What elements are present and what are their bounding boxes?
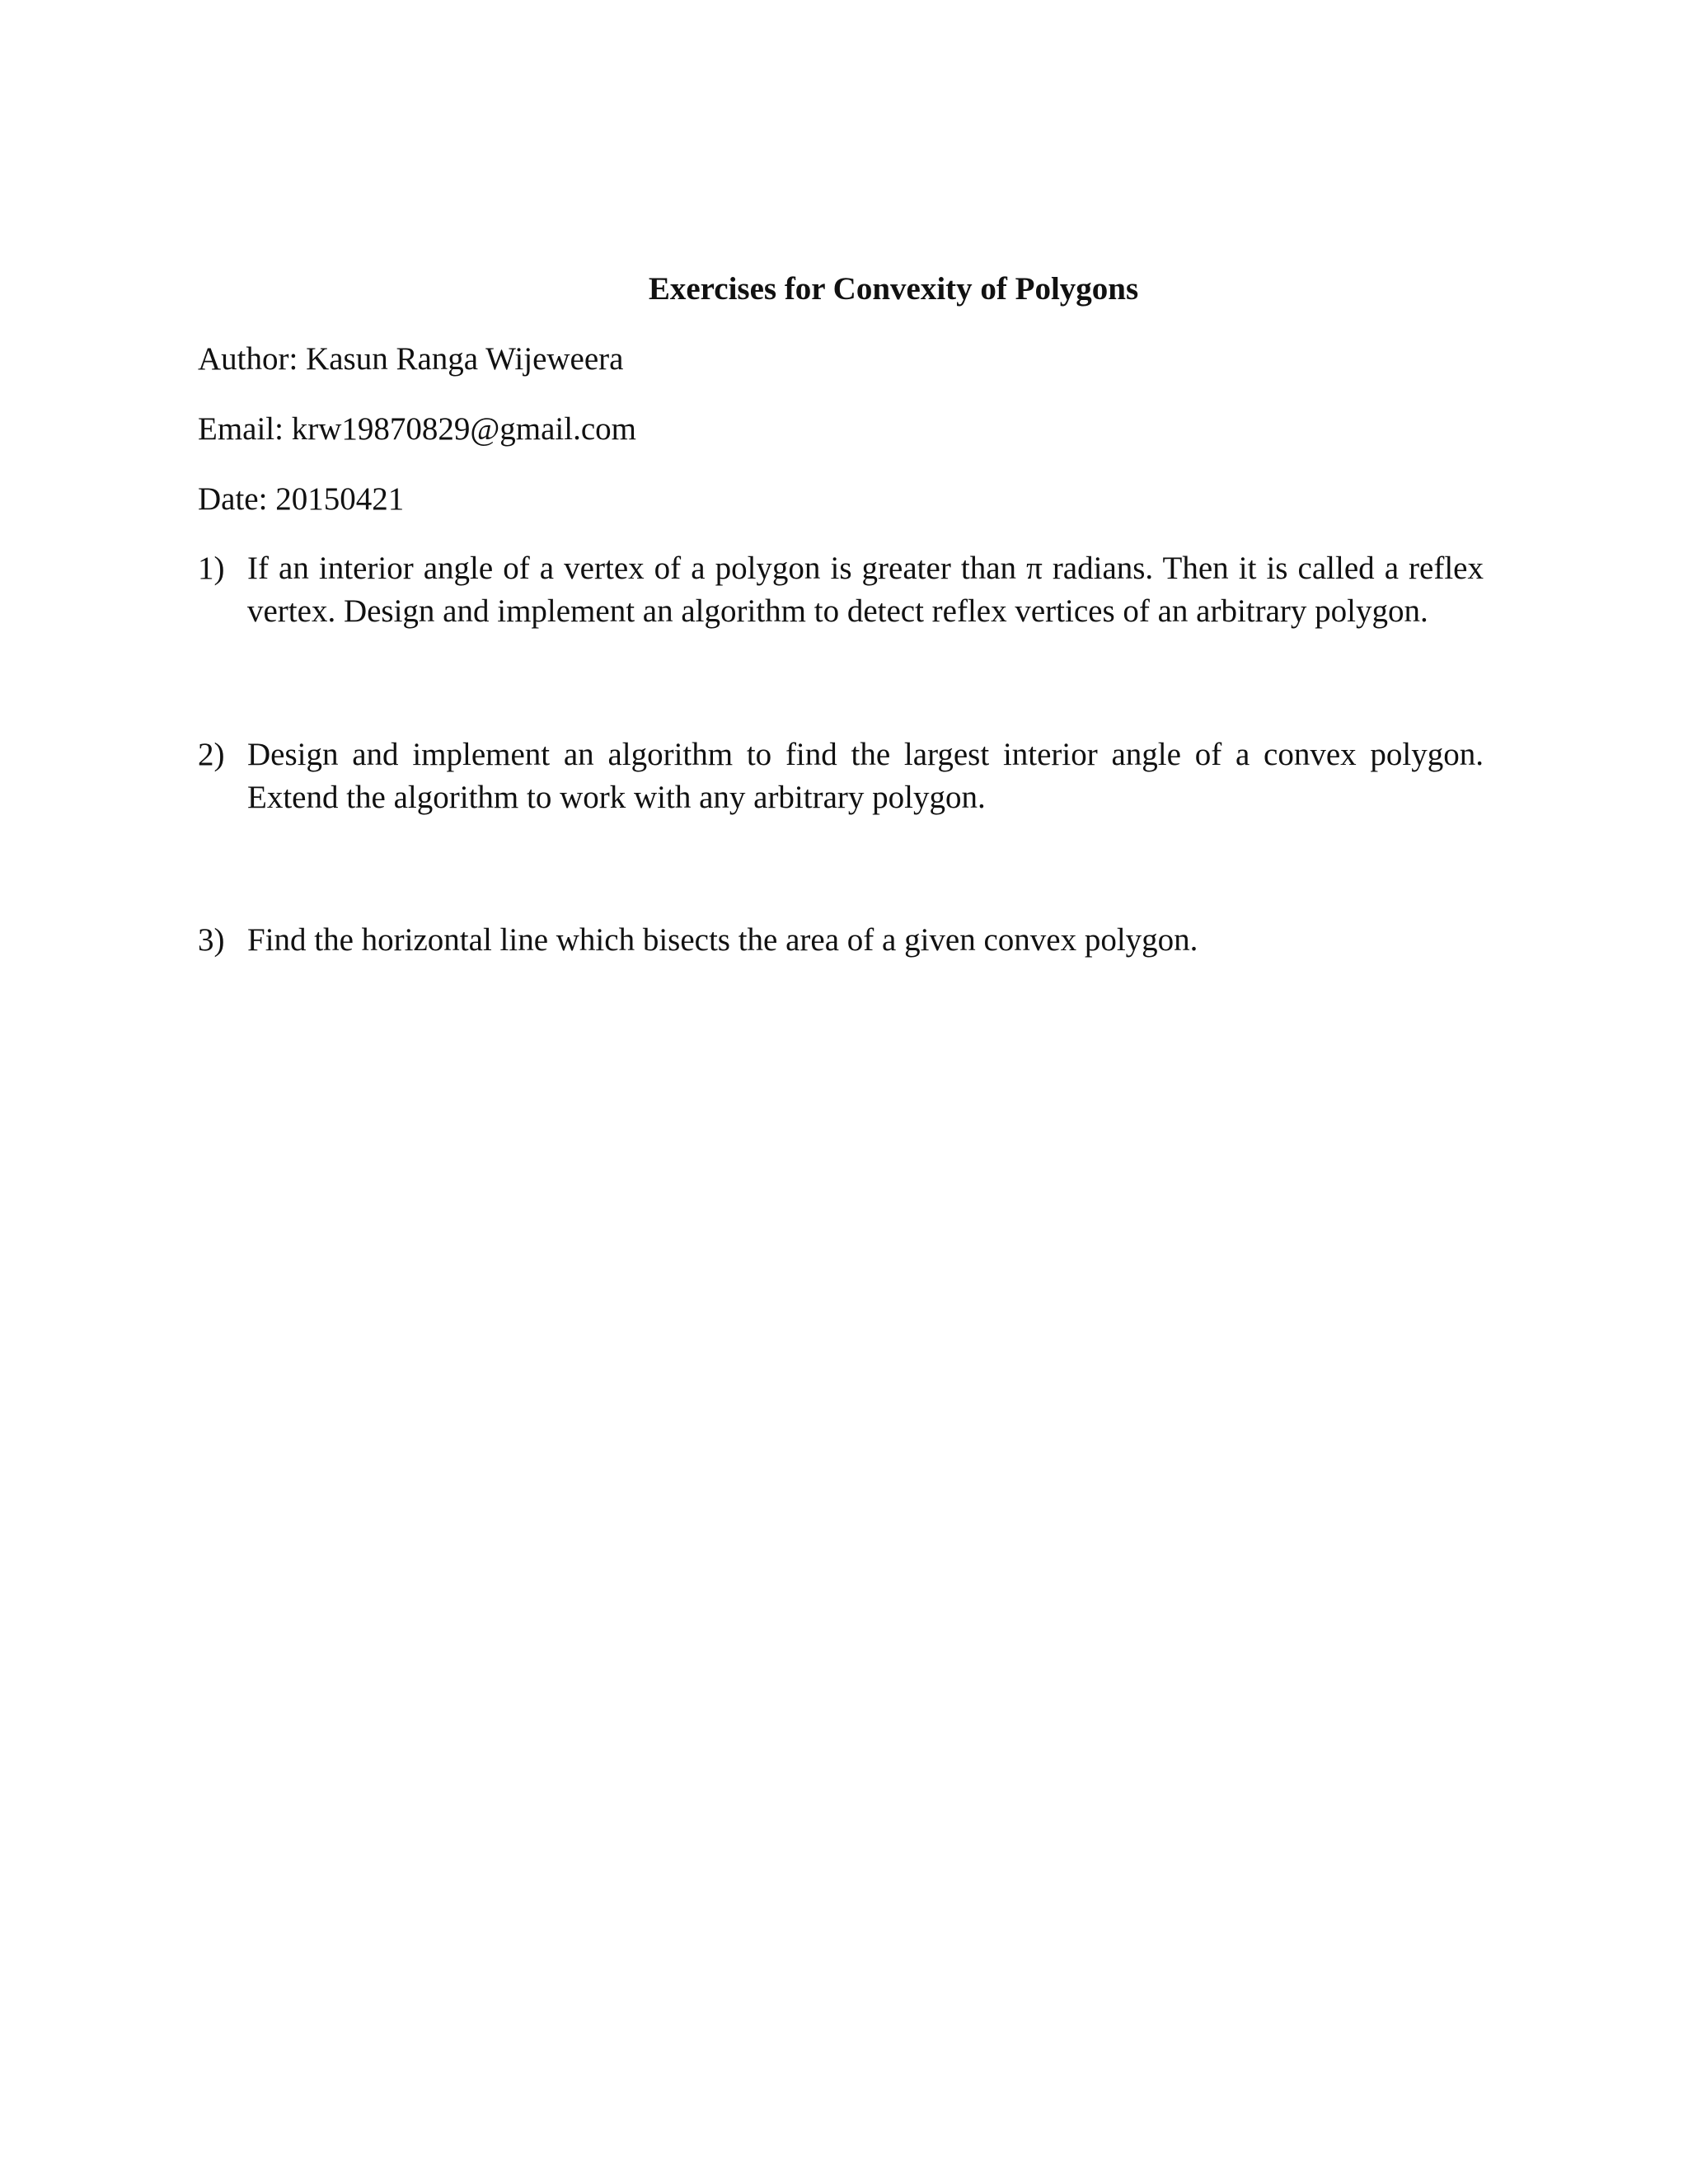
document-title: Exercises for Convexity of Polygons	[648, 271, 1139, 307]
exercise-item-2	[198, 733, 1484, 819]
exercise-text: Find the horizontal line which bisects the area of a given convex polygon.	[247, 922, 1198, 958]
date-line: Date: 20150421	[198, 481, 405, 517]
exercise-number: 1)	[198, 551, 225, 586]
exercise-number: 3)	[198, 922, 225, 958]
exercise-item-3	[198, 919, 1484, 962]
email-line: Email: krw19870829@gmail.com	[198, 411, 637, 447]
exercise-item-1	[198, 547, 1484, 633]
author-line: Author: Kasun Ranga Wijeweera	[198, 341, 624, 377]
exercise-text: Design and implement an algorithm to find the largest interior angle of a convex polygon. Extend the algorithm to work with any arbitrary polygon.	[247, 737, 1484, 815]
exercise-number: 2)	[198, 737, 225, 772]
exercise-text: If an interior angle of a vertex of a polygon is greater than π radians. Then it is called a reflex vertex. Design and implement an algorithm to detect reflex vertices of an arbitrary polygon.	[247, 551, 1484, 629]
